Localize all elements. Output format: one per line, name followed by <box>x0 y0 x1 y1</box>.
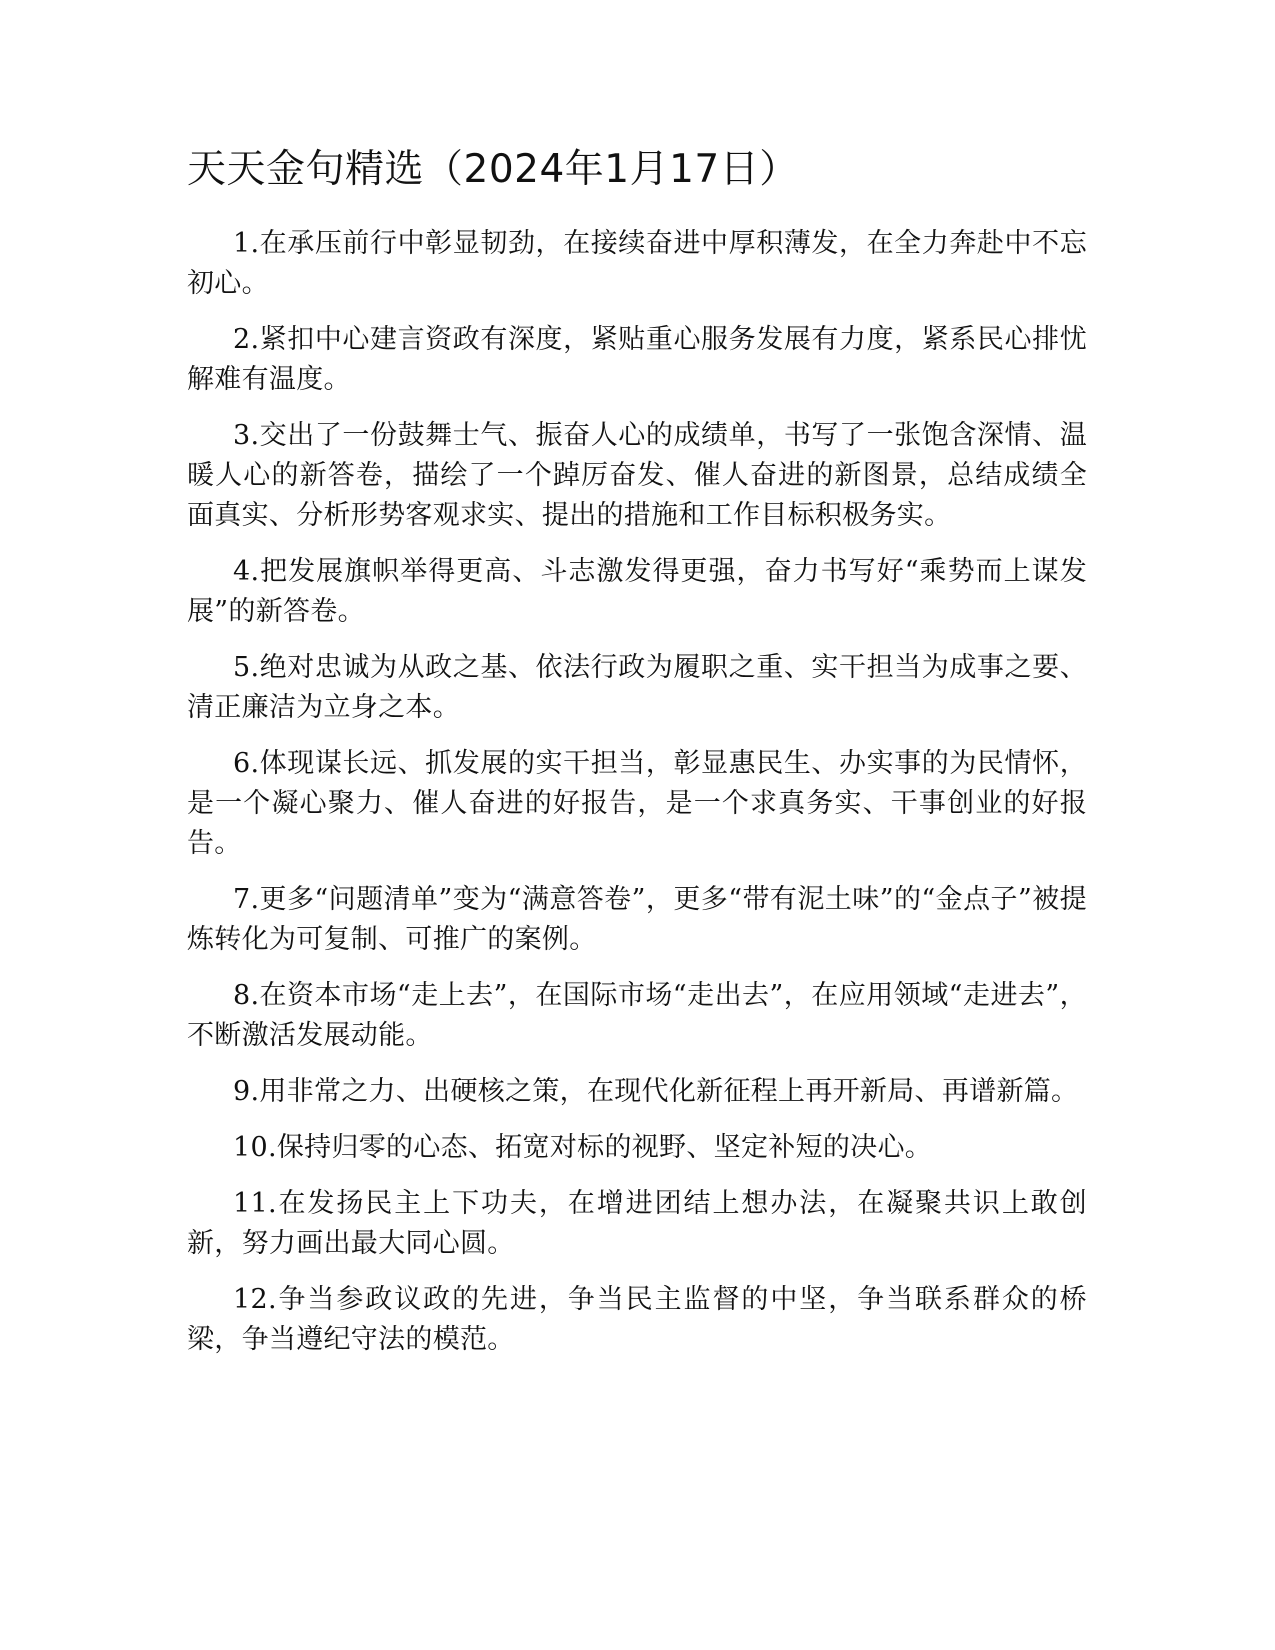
quote-paragraph-7: 7.更多“问题清单”变为“满意答卷”，更多“带有泥土味”的“金点子”被提炼转化为可复制、可推广的案例。 <box>187 884 1087 955</box>
quote-paragraph-1: 1.在承压前行中彰显韧劲，在接续奋进中厚积薄发，在全力奔赴中不忘初心。 <box>187 228 1087 299</box>
page-title: 天天金句精选（2024年1月17日） <box>187 147 799 192</box>
quote-paragraph-11: 11.在发扬民主上下功夫，在增进团结上想办法，在凝聚共识上敢创新，努力画出最大同心圆。 <box>187 1188 1087 1259</box>
quote-paragraph-8: 8.在资本市场“走上去”，在国际市场“走出去”，在应用领域“走进去”，不断激活发展动能。 <box>187 980 1087 1051</box>
quote-paragraph-2: 2.紧扣中心建言资政有深度，紧贴重心服务发展有力度，紧系民心排忧解难有温度。 <box>187 324 1087 395</box>
document-page <box>187 140 1087 1376</box>
quote-paragraph-6: 6.体现谋长远、抓发展的实干担当，彰显惠民生、办实事的为民情怀，是一个凝心聚力、催人奋进的好报告，是一个求真务实、干事创业的好报告。 <box>187 748 1087 859</box>
quote-paragraph-12: 12.争当参政议政的先进，争当民主监督的中坚，争当联系群众的桥梁，争当遵纪守法的模范。 <box>187 1284 1087 1355</box>
quote-list <box>187 224 1087 1360</box>
quote-paragraph-10: 10.保持归零的心态、拓宽对标的视野、坚定补短的决心。 <box>233 1132 933 1163</box>
quote-paragraph-9: 9.用非常之力、出硬核之策，在现代化新征程上再开新局、再谱新篇。 <box>233 1076 1079 1107</box>
quote-paragraph-5: 5.绝对忠诚为从政之基、依法行政为履职之重、实干担当为成事之要、清正廉洁为立身之本。 <box>187 652 1087 723</box>
quote-paragraph-4: 4.把发展旗帜举得更高、斗志激发得更强，奋力书写好“乘势而上谋发展”的新答卷。 <box>187 556 1087 627</box>
quote-paragraph-3: 3.交出了一份鼓舞士气、振奋人心的成绩单，书写了一张饱含深情、温暖人心的新答卷，描绘了一个踔厉奋发、催人奋进的新图景，总结成绩全面真实、分析形势客观求实、提出的措施和工作目标积极务实。 <box>187 420 1087 531</box>
